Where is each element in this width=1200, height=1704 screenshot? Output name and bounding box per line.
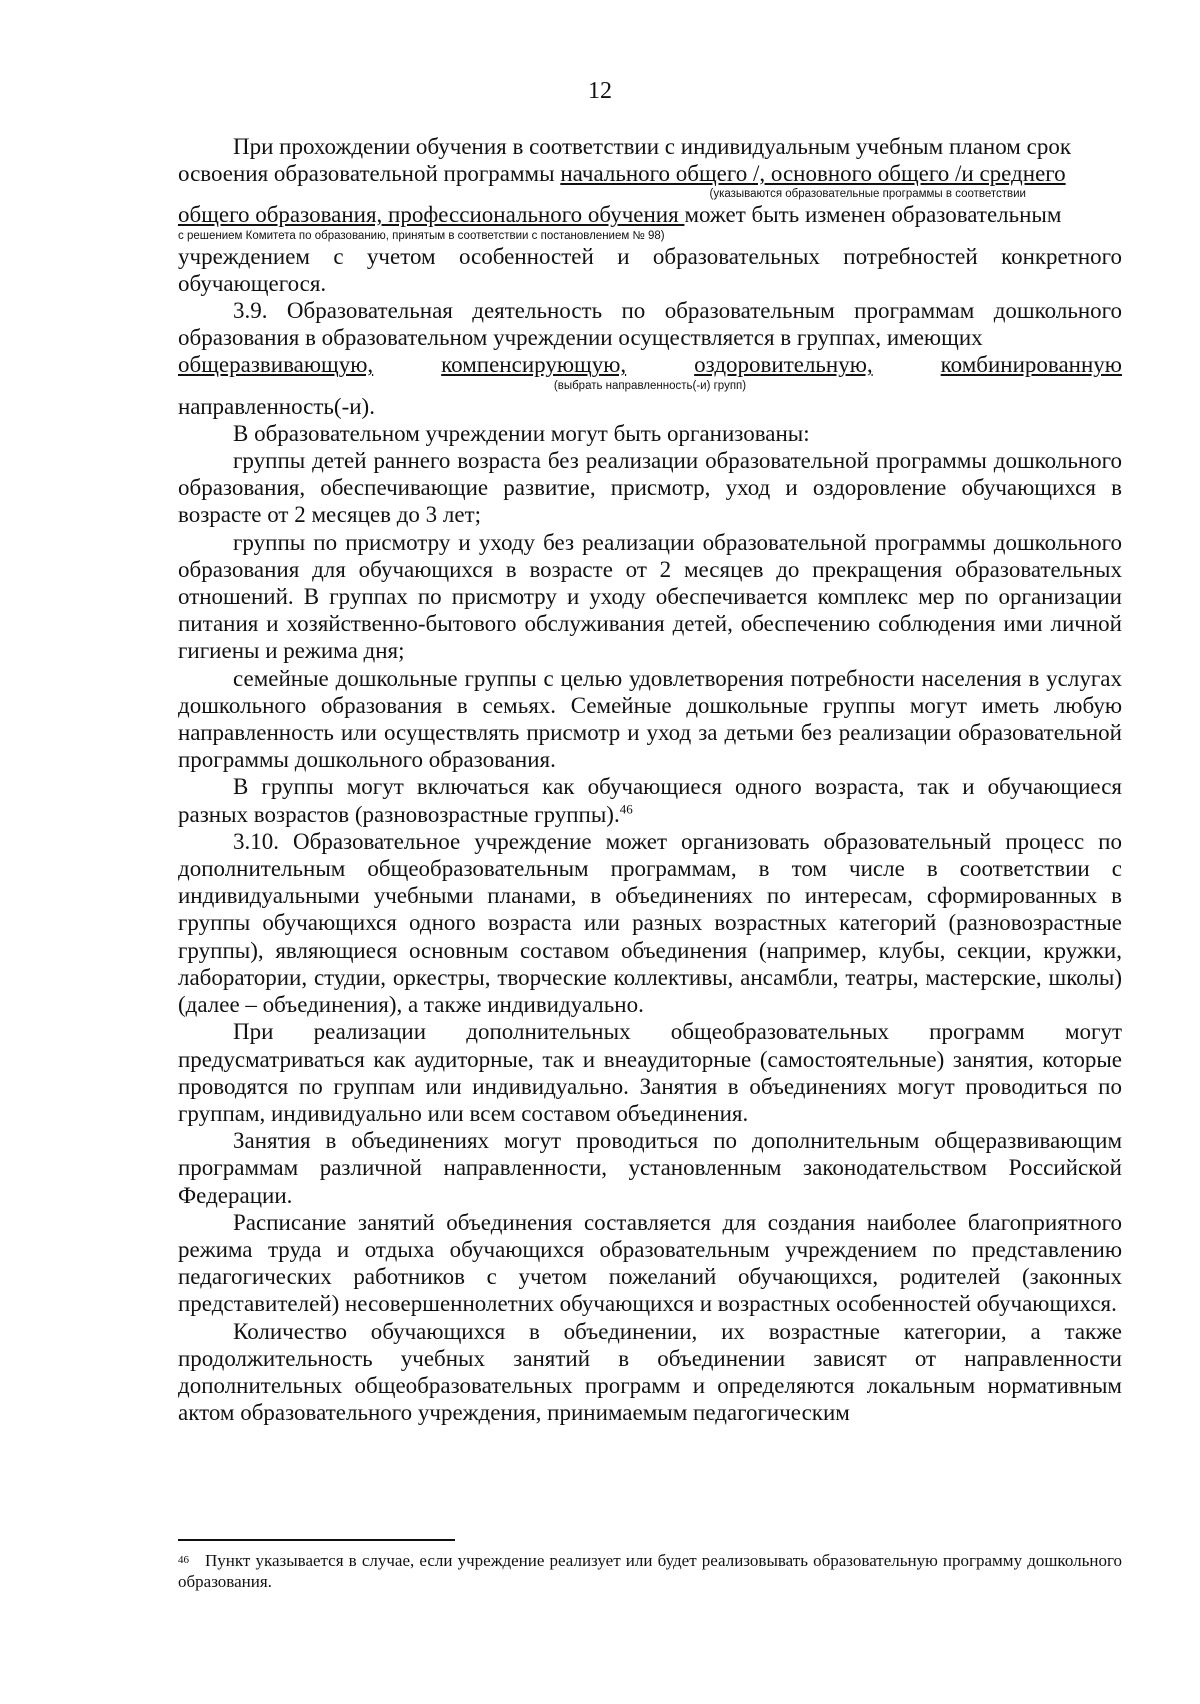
note-directions: (выбрать направленность(-и) групп) — [553, 379, 747, 392]
paragraph-implementation: При реализации дополнительных общеобразовательных программ могут предусматриваться как аудиторные, так и внеаудиторные (самостоятельные) занятия, которые проводятся по группам или индивидуально. Занятия в объединениях могут проводиться по группам, индивидуально или всем составом объединения. — [178, 1019, 1122, 1126]
text: может быть изменен образовательным — [684, 202, 1062, 228]
paragraph-3-9-end: направленность(-и). — [178, 393, 375, 419]
directions-line — [178, 351, 1122, 378]
paragraph-study-plan-end: учреждением с учетом особенностей и образовательных потребностей конкретного обучающегося. — [178, 243, 1122, 296]
footnote — [178, 1550, 1122, 1592]
note-decision: с решением Комитета по образованию, принятым в соответствии с постановлением № 98) — [178, 229, 665, 242]
text: освоения образовательной программы — [178, 161, 561, 187]
paragraph-schedule: Расписание занятий объединения составляется для создания наиболее благоприятного режима труда и отдыха обучающихся образовательным учреждением по представлению педагогических работников с учетом пожеланий обучающихся, родителей (законных представителей) несовершеннолетних обучающихся и возрастных особенностей обучающихся. — [178, 1209, 1122, 1317]
paragraph-early-groups: группы детей раннего возраста без реализации образовательной программы дошкольного образования, обеспечивающие развитие, присмотр, уход и оздоровление обучающихся в возрасте от 2 месяцев до 3 лет; — [178, 448, 1122, 528]
paragraph-classes: Занятия в объединениях могут проводиться по дополнительным общеразвивающим программам различной направленности, установленным законодательством Российской Федерации. — [178, 1128, 1122, 1208]
underlined-programs-cont: общего образования, профессионального обучения — [178, 202, 685, 228]
footnote-divider — [178, 1539, 455, 1541]
direction-compensating: компенсирующую, — [441, 352, 627, 378]
direction-health: оздоровительную, — [694, 352, 873, 378]
paragraph-3-9: 3.9. Образовательная деятельность по образовательным программам дошкольного образования в образовательном учреждении осуществляется в группах, имеющих — [178, 298, 1122, 351]
paragraph-care-groups: группы по присмотру и уходу без реализации образовательной программы дошкольного образования для обучающихся в возрасте от 2 месяцев до прекращения образовательных отношений. В группах по присмотру и уходу обеспечивается комплекс мер по организации питания и хозяйственно-бытового обслуживания детей, обеспечению соблюдения ими личной гигиены и режима дня; — [178, 529, 1122, 664]
paragraph-study-plan — [178, 133, 1122, 187]
direction-combined: комбинированную — [940, 352, 1122, 378]
text: В группы могут включаться как обучающиеся одного возраста, так и обучающиеся разных возрастов (разновозрастные группы). — [178, 774, 1122, 827]
document-body — [178, 133, 1122, 1426]
direction-general: общеразвивающую, — [178, 352, 374, 378]
underlined-programs: начального общего /, основного общего /и среднего — [560, 161, 1066, 187]
paragraph-3-10: 3.10. Образовательное учреждение может организовать образовательный процесс по дополнительным общеобразовательным программам, в том числе в соответствии с индивидуальными учебными планами, в объединениях по интересам, сформированных в группы обучающихся одного возраста или разных возрастных категорий (разновозрастные группы), являющиеся основным составом объединения (например, клубы, секции, кружки, лаборатории, студии, оркестры, творческие коллективы, ансамбли, театры, мастерские, школы) (далее – объединения), а также индивидуально. — [178, 828, 1122, 1018]
footnote-text: Пункт указывается в случае, если учреждение реализует или будет реализовывать образовательную программу дошкольного образования. — [178, 1551, 1122, 1591]
footnote-ref: 46 — [619, 801, 633, 817]
paragraph-study-plan-cont — [178, 201, 1122, 228]
note-programs: (указываются образовательные программы в соответствии — [709, 188, 1026, 201]
page-number: 12 — [588, 78, 612, 104]
paragraph-organized: В образовательном учреждении могут быть организованы: — [233, 420, 810, 446]
paragraph-family-groups: семейные дошкольные группы с целью удовлетворения потребности населения в услугах дошкольного образования в семьях. Семейные дошкольные группы могут иметь любую направленность или осуществлять присмотр и уход за детьми без реализации образовательной программы дошкольного образования. — [178, 665, 1122, 773]
paragraph-ages — [178, 773, 1122, 827]
paragraph-count: Количество обучающихся в объединении, их возрастные категории, а также продолжительность учебных занятий в объединении зависят от направленности дополнительных общеобразовательных программ и определяются локальным нормативным актом образовательного учреждения, принимаемым педагогическим — [178, 1318, 1122, 1426]
text: При прохождении обучения в соответствии с индивидуальным учебным планом срок — [233, 134, 1071, 159]
footnote-number: 46 — [178, 1554, 189, 1566]
